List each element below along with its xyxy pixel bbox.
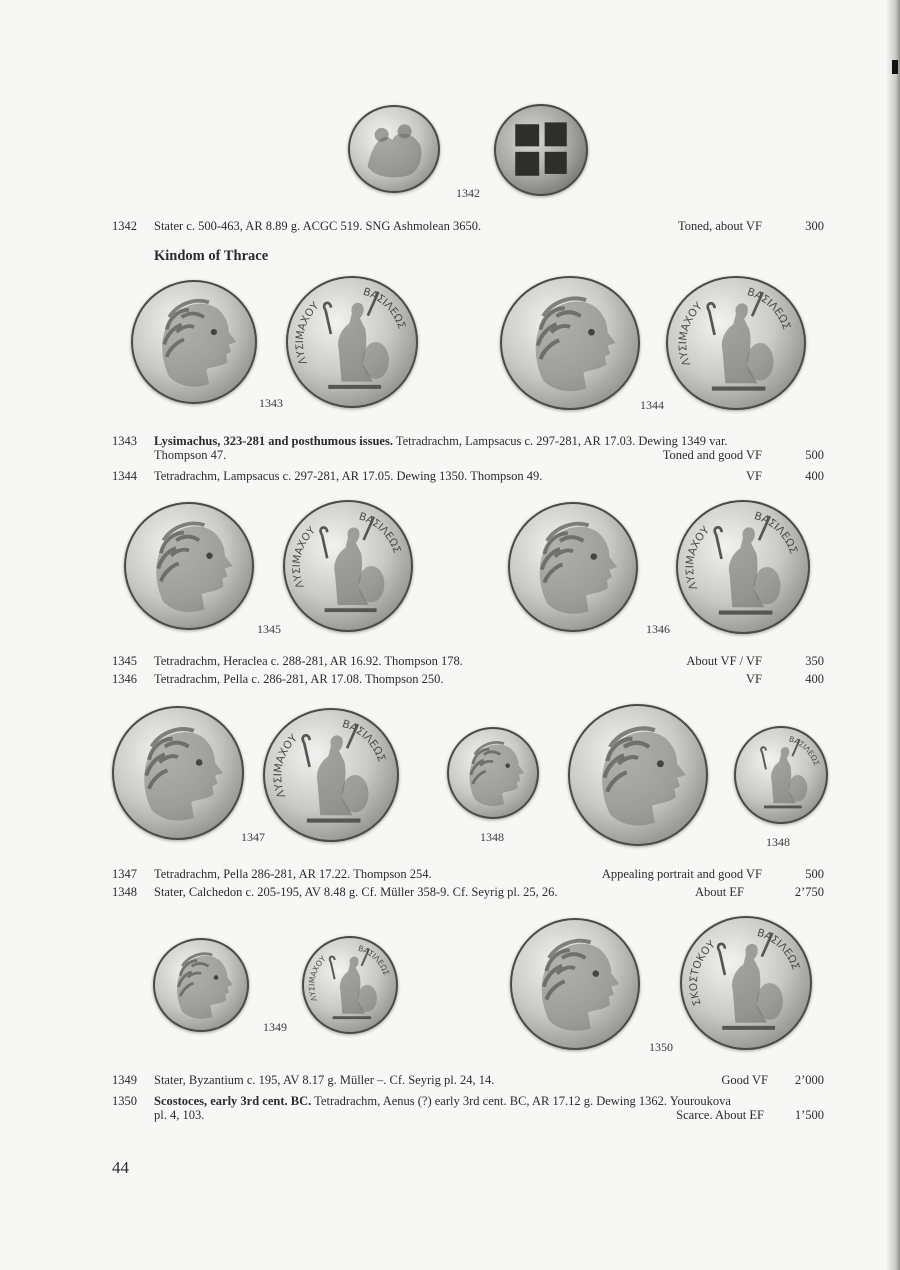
lot-price: 300 (805, 219, 824, 233)
lot-price: 500 (805, 448, 824, 462)
coin-1347-obverse (112, 706, 244, 840)
lot-grade: Appealing portrait and good VF (601, 867, 762, 881)
lot-description: Stater, Byzantium c. 195, AV 8.17 g. Müller –. Cf. Seyrig pl. 24, 14. (154, 1073, 495, 1087)
plate-label: 1349 (263, 1020, 287, 1034)
lot-grade: About EF (695, 885, 744, 899)
lot-number: 1343 (112, 434, 137, 448)
lot-title: Lysimachus, 323-281 and posthumous issues. (154, 434, 393, 448)
coin-1345-obverse (124, 502, 254, 630)
lot-description: Tetradrachm, Lampsacus c. 297-281, AR 17.05. Dewing 1350. Thompson 49. (154, 469, 543, 483)
coin-1342-reverse (494, 104, 588, 196)
lot-grade: Toned, about VF (678, 219, 762, 233)
coin-legend: ΛΥΣΙΜΑΧΟΥ (676, 299, 705, 368)
lot-price: 2’000 (794, 1073, 824, 1087)
coin-1348-stater-obverse (447, 727, 539, 819)
coin-legend: ΒΑΣΙΛΕΩΣ (361, 285, 408, 331)
svg-text:ΣΚΟΣΤΟΚΟΥ (688, 938, 718, 1007)
coin-1350-reverse (680, 916, 812, 1050)
lot-grade: Scarce. About EF (676, 1108, 764, 1122)
svg-text:ΛΥΣΙΜΑΧΟΥ (291, 524, 319, 590)
lot-grade: Toned and good VF (662, 448, 762, 462)
svg-text:ΒΑΣΙΛΕΩΣ (746, 285, 794, 331)
coin-legend: ΒΑΣΙΛΕΩΣ (787, 734, 822, 767)
svg-text:ΛΥΣΙΜΑΧΟΥ (683, 523, 712, 591)
section-heading: Kindom of Thrace (154, 248, 269, 264)
svg-text:ΛΥΣΙΜΑΧΟΥ (294, 300, 322, 367)
svg-text:ΒΑΣΙΛΕΩΣ (362, 286, 408, 331)
coin-1343-obverse (131, 280, 257, 404)
lot-price: 350 (805, 654, 824, 668)
plate-label: 1348 (766, 835, 790, 849)
svg-text:ΛΥΣΙΜΑΧΟΥ (307, 954, 327, 1003)
lot-number: 1345 (112, 654, 137, 668)
lot-description-cont: pl. 4, 103. (154, 1108, 205, 1122)
lot-description: Stater, Calchedon c. 205-195, AV 8.48 g. Cf. Müller 358-9. Cf. Seyrig pl. 25, 26. (154, 885, 558, 899)
coin-legend: ΒΑΣΙΛΕΩΣ (755, 926, 802, 972)
svg-text:ΒΑΣΙΛΕΩΣ (756, 927, 802, 972)
lot-number: 1349 (112, 1073, 137, 1087)
lot-description-text: Tetradrachm, Aenus (?) early 3rd cent. BC, AR 17.12 g. Dewing 1362. Youroukova (311, 1094, 731, 1108)
lot-description: Tetradrachm, Pella 286-281, AR 17.22. Thompson 254. (154, 867, 432, 881)
coin-1344-reverse (666, 276, 806, 410)
svg-text:ΒΑΣΙΛΕΩΣ (357, 510, 402, 554)
plate-label: 1346 (646, 622, 670, 636)
lot-number: 1347 (112, 867, 137, 881)
coin-legend: ΒΑΣΙΛΕΩΣ (752, 509, 801, 556)
plate-label: 1344 (640, 398, 664, 412)
svg-text:ΒΑΣΙΛΕΩΣ (341, 717, 389, 763)
coin-legend: ΛΥΣΙΜΑΧΟΥ (271, 731, 300, 800)
lot-price: 2’750 (794, 885, 824, 899)
lot-description-text: Tetradrachm, Lampsacus c. 297-281, AR 17.03. Dewing 1349 var. (392, 434, 728, 448)
lot-grade: Good VF (721, 1073, 768, 1087)
lot-description: Tetradrachm, Pella c. 286-281, AR 17.08. Thompson 250. (154, 672, 444, 686)
coin-legend: ΒΑΣΙΛΕΩΣ (340, 717, 389, 764)
edge-mark (892, 60, 898, 74)
coin-1346-obverse (508, 502, 638, 632)
lot-description (154, 1094, 834, 1108)
lot-description: Stater c. 500-463, AR 8.89 g. ACGC 519. SNG Ashmolean 3650. (154, 219, 482, 233)
coin-1344-obverse (500, 276, 640, 410)
svg-text:ΛΥΣΙΜΑΧΟΥ (676, 299, 705, 367)
lot-grade: About VF / VF (686, 654, 762, 668)
coin-1346-reverse (676, 500, 810, 634)
lot-description (154, 434, 834, 448)
plate-label: 1350 (649, 1040, 673, 1054)
coin-legend: ΣΚΟΣΤΟΚΟΥ (687, 938, 718, 1008)
svg-text:ΒΑΣΙΛΕΩΣ (357, 944, 391, 977)
lot-price: 1’500 (794, 1108, 824, 1122)
lot-number: 1344 (112, 469, 137, 483)
lot-price: 400 (805, 672, 824, 686)
coin-1348-stater-reverse (734, 726, 828, 824)
coin-legend: ΒΑΣΙΛΕΩΣ (357, 943, 391, 977)
coin-1347-reverse (263, 708, 399, 842)
coin-legend: ΒΑΣΙΛΕΩΣ (357, 510, 403, 555)
lot-number: 1342 (112, 219, 137, 233)
lot-price: 500 (805, 867, 824, 881)
lot-price: 400 (805, 469, 824, 483)
page-edge-shadow (886, 0, 900, 1270)
lot-number: 1348 (112, 885, 137, 899)
lot-title: Scostoces, early 3rd cent. BC. (154, 1094, 312, 1108)
plate-label: 1342 (456, 186, 480, 200)
plate-label: 1348 (480, 830, 504, 844)
coin-1348-large-obverse (568, 704, 708, 846)
coin-legend: ΛΥΣΙΜΑΧΟΥ (290, 524, 318, 590)
plate-label: 1345 (257, 622, 281, 636)
coin-legend: ΛΥΣΙΜΑΧΟΥ (683, 523, 712, 592)
svg-text:ΛΥΣΙΜΑΧΟΥ (271, 731, 300, 799)
plate-label: 1343 (259, 396, 283, 410)
coin-1350-obverse (510, 918, 640, 1050)
page-number: 44 (112, 1158, 129, 1177)
coin-1349-reverse (302, 936, 398, 1034)
plate-label: 1347 (241, 830, 265, 844)
coin-1343-reverse (286, 276, 418, 408)
lot-number: 1346 (112, 672, 137, 686)
coin-legend: ΒΑΣΙΛΕΩΣ (745, 285, 794, 332)
lot-description-cont: Thompson 47. (154, 448, 227, 462)
svg-text:ΒΑΣΙΛΕΩΣ (788, 734, 821, 767)
coin-legend: ΛΥΣΙΜΑΧΟΥ (293, 300, 322, 367)
coin-1342-obverse (348, 105, 440, 193)
lot-number: 1350 (112, 1094, 137, 1108)
lot-description: Tetradrachm, Heraclea c. 288-281, AR 16.92. Thompson 178. (154, 654, 463, 668)
svg-text:ΒΑΣΙΛΕΩΣ (753, 509, 801, 555)
coin-legend: ΛΥΣΙΜΑΧΟΥ (307, 954, 328, 1003)
coin-1345-reverse (283, 500, 413, 632)
lot-grade: VF (746, 469, 762, 483)
coin-1349-obverse (153, 938, 249, 1032)
lot-grade: VF (746, 672, 762, 686)
